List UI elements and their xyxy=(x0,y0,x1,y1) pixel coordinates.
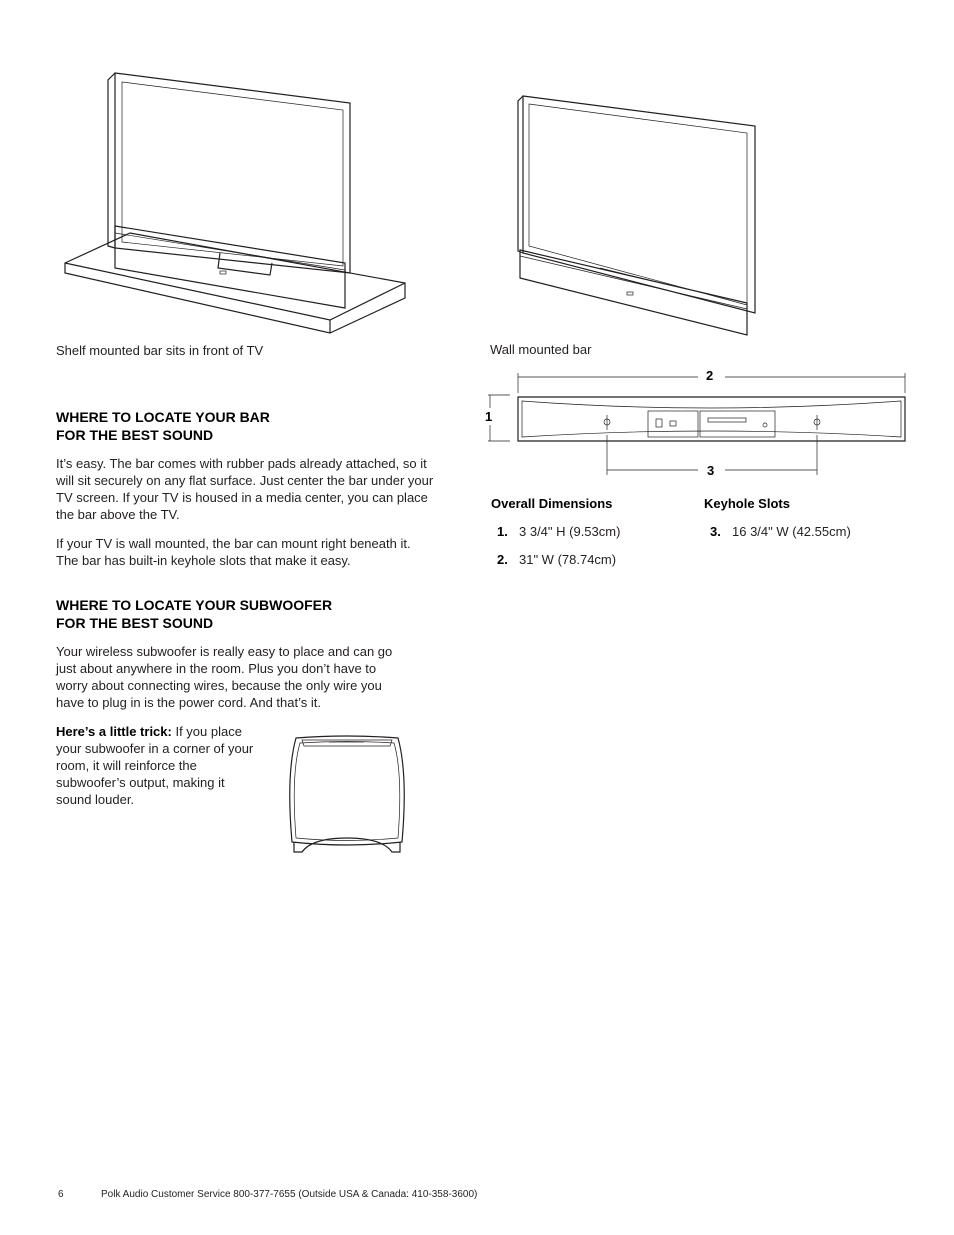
dimension-value: 31" W (78.74cm) xyxy=(519,552,617,567)
sub-trick-paragraph xyxy=(56,723,258,808)
sub-heading-line2: FOR THE BEST SOUND xyxy=(56,615,214,631)
dimension-value: 3 3/4" H (9.53cm) xyxy=(519,524,621,539)
dim-label-1: 1 xyxy=(485,409,493,424)
wall-caption: Wall mounted bar xyxy=(490,342,592,357)
wall-mounted-illustration xyxy=(515,93,760,338)
keyhole-value: 16 3/4" W (42.55cm) xyxy=(732,524,851,539)
sub-section-heading xyxy=(56,596,436,632)
shelf-caption: Shelf mounted bar sits in front of TV xyxy=(56,343,264,358)
keyhole-item xyxy=(710,524,851,539)
dimension-number: 2. xyxy=(497,552,508,567)
bar-paragraph-1: It’s easy. The bar comes with rubber pads already attached, so it will sit securely on any flat surface. Just center the bar under your TV screen. If your TV is housed in a media center, you can place the bar above the TV. xyxy=(56,456,434,522)
dimension-item xyxy=(497,524,620,539)
bar-heading-line2: FOR THE BEST SOUND xyxy=(56,427,214,443)
dimension-number: 1. xyxy=(497,524,508,539)
dim-label-2: 2 xyxy=(706,368,714,383)
subwoofer-illustration xyxy=(284,734,410,856)
page-number: 6 xyxy=(58,1189,64,1200)
sub-heading-line1: WHERE TO LOCATE YOUR SUBWOOFER xyxy=(56,597,333,613)
trick-text: If you place your subwoofer in a corner of your room, it will reinforce the subwoofer’s output, making it sound louder. xyxy=(56,724,254,807)
overall-dimensions-heading: Overall Dimensions xyxy=(491,496,613,511)
bar-section-heading xyxy=(56,408,436,444)
sub-paragraph-1: Your wireless subwoofer is really easy to place and can go just about anywhere in the room. Plus you don’t have to worry about connecting wires, because the only wire you have to plug in is the power cord. And that’s it. xyxy=(56,644,393,710)
bar-dimension-diagram xyxy=(480,365,910,480)
shelf-mounted-illustration xyxy=(60,68,410,338)
keyhole-number: 3. xyxy=(710,524,721,539)
bar-paragraph-2: If your TV is wall mounted, the bar can mount right beneath it. The bar has built-in keyhole slots that make it easy. xyxy=(56,536,411,568)
keyhole-slots-heading: Keyhole Slots xyxy=(704,496,790,511)
dimension-item xyxy=(497,552,616,567)
dim-label-3: 3 xyxy=(707,463,715,478)
footer-service-text: Polk Audio Customer Service 800-377-7655 (Outside USA & Canada: 410-358-3600) xyxy=(101,1189,478,1200)
bar-heading-line1: WHERE TO LOCATE YOUR BAR xyxy=(56,409,270,425)
trick-label: Here’s a little trick: xyxy=(56,724,172,739)
